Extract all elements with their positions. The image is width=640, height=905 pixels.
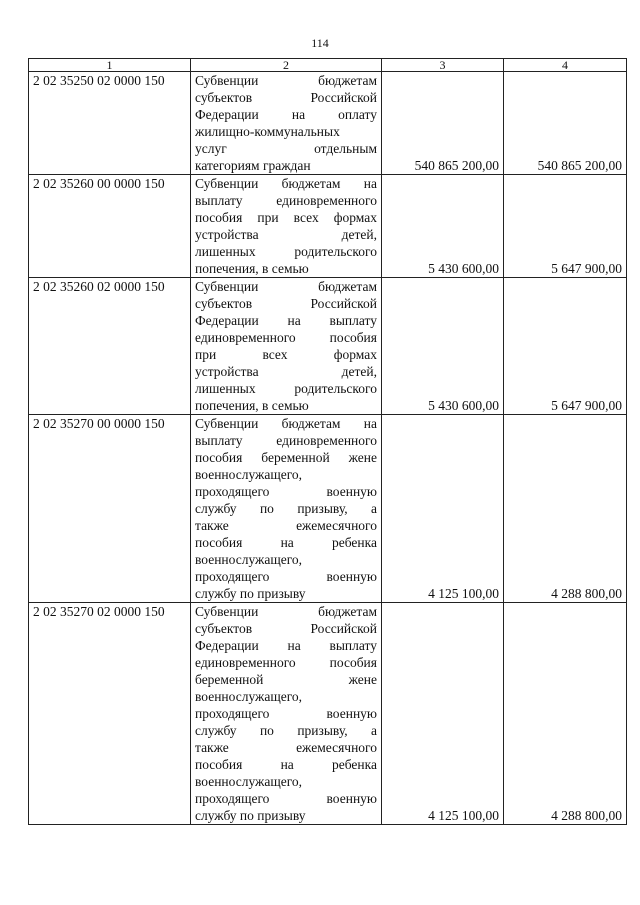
description-line: военнослужащего, <box>195 552 303 567</box>
amount-column-4: 4 288 800,00 <box>504 603 627 825</box>
column-header-2: 2 <box>191 59 382 72</box>
description-line: субъектов Российской <box>195 296 377 311</box>
description-line: субъектов Российской <box>195 621 377 636</box>
amount-column-4: 5 647 900,00 <box>504 175 627 278</box>
description-line: Федерации на выплату <box>195 313 377 328</box>
description-line: субъектов Российской <box>195 90 377 105</box>
description-line: при всех формах <box>195 347 377 362</box>
revenue-description <box>191 603 382 825</box>
amount-column-3: 5 430 600,00 <box>382 278 504 415</box>
revenue-description <box>191 72 382 175</box>
description-line: военнослужащего, <box>195 467 303 482</box>
description-line: пособия беременной жене <box>195 450 377 465</box>
description-line: пособия на ребенка <box>195 757 377 772</box>
description-line: единовременного пособия <box>195 655 377 670</box>
column-header-1: 1 <box>29 59 191 72</box>
amount-column-3: 4 125 100,00 <box>382 415 504 603</box>
description-line: проходящего военную <box>195 484 377 499</box>
description-line: Субвенции бюджетам <box>195 279 377 294</box>
description-line: Субвенции бюджетам <box>195 73 377 88</box>
description-line: лишенных родительского <box>195 244 377 259</box>
description-line: военнослужащего, <box>195 774 303 789</box>
table-body <box>29 72 627 825</box>
description-line: беременной жене <box>195 672 377 687</box>
description-line: пособия на ребенка <box>195 535 377 550</box>
description-line: услуг отдельным <box>195 141 377 156</box>
amount-column-4: 540 865 200,00 <box>504 72 627 175</box>
description-line: также ежемесячного <box>195 518 377 533</box>
description-line: проходящего военную <box>195 706 377 721</box>
amount-column-4: 4 288 800,00 <box>504 415 627 603</box>
description-line: Федерации на выплату <box>195 638 377 653</box>
table-row <box>29 278 627 415</box>
column-header-3: 3 <box>382 59 504 72</box>
amount-column-3: 5 430 600,00 <box>382 175 504 278</box>
description-line: выплату единовременного <box>195 193 377 208</box>
table-row <box>29 415 627 603</box>
classification-code: 2 02 35260 02 0000 150 <box>29 278 191 415</box>
revenue-description <box>191 175 382 278</box>
description-line: военнослужащего, <box>195 689 303 704</box>
column-header-4: 4 <box>504 59 627 72</box>
description-line: единовременного пособия <box>195 330 377 345</box>
description-line: Субвенции бюджетам на <box>195 176 377 191</box>
description-line: попечения, в семью <box>195 398 309 413</box>
table-row <box>29 72 627 175</box>
description-line: Субвенции бюджетам <box>195 604 377 619</box>
classification-code: 2 02 35270 02 0000 150 <box>29 603 191 825</box>
revenue-description <box>191 278 382 415</box>
budget-table <box>28 58 627 825</box>
description-line: службу по призыву, а <box>195 501 377 516</box>
amount-column-3: 4 125 100,00 <box>382 603 504 825</box>
description-line: службу по призыву <box>195 586 306 601</box>
amount-column-4: 5 647 900,00 <box>504 278 627 415</box>
description-line: устройства детей, <box>195 227 377 242</box>
classification-code: 2 02 35270 00 0000 150 <box>29 415 191 603</box>
description-line: проходящего военную <box>195 791 377 806</box>
header-row <box>29 59 627 72</box>
classification-code: 2 02 35260 00 0000 150 <box>29 175 191 278</box>
description-line: Федерации на оплату <box>195 107 377 122</box>
description-line: жилищно-коммунальных <box>195 124 340 139</box>
description-line: выплату единовременного <box>195 433 377 448</box>
amount-column-3: 540 865 200,00 <box>382 72 504 175</box>
description-line: проходящего военную <box>195 569 377 584</box>
description-line: Субвенции бюджетам на <box>195 416 377 431</box>
page-number: 114 <box>311 36 329 50</box>
description-line: попечения, в семью <box>195 261 309 276</box>
description-line: пособия при всех формах <box>195 210 377 225</box>
description-line: лишенных родительского <box>195 381 377 396</box>
description-line: категориям граждан <box>195 158 311 173</box>
table-row <box>29 603 627 825</box>
classification-code: 2 02 35250 02 0000 150 <box>29 72 191 175</box>
description-line: службу по призыву, а <box>195 723 377 738</box>
table-row <box>29 175 627 278</box>
description-line: службу по призыву <box>195 808 306 823</box>
description-line: устройства детей, <box>195 364 377 379</box>
description-line: также ежемесячного <box>195 740 377 755</box>
revenue-description <box>191 415 382 603</box>
